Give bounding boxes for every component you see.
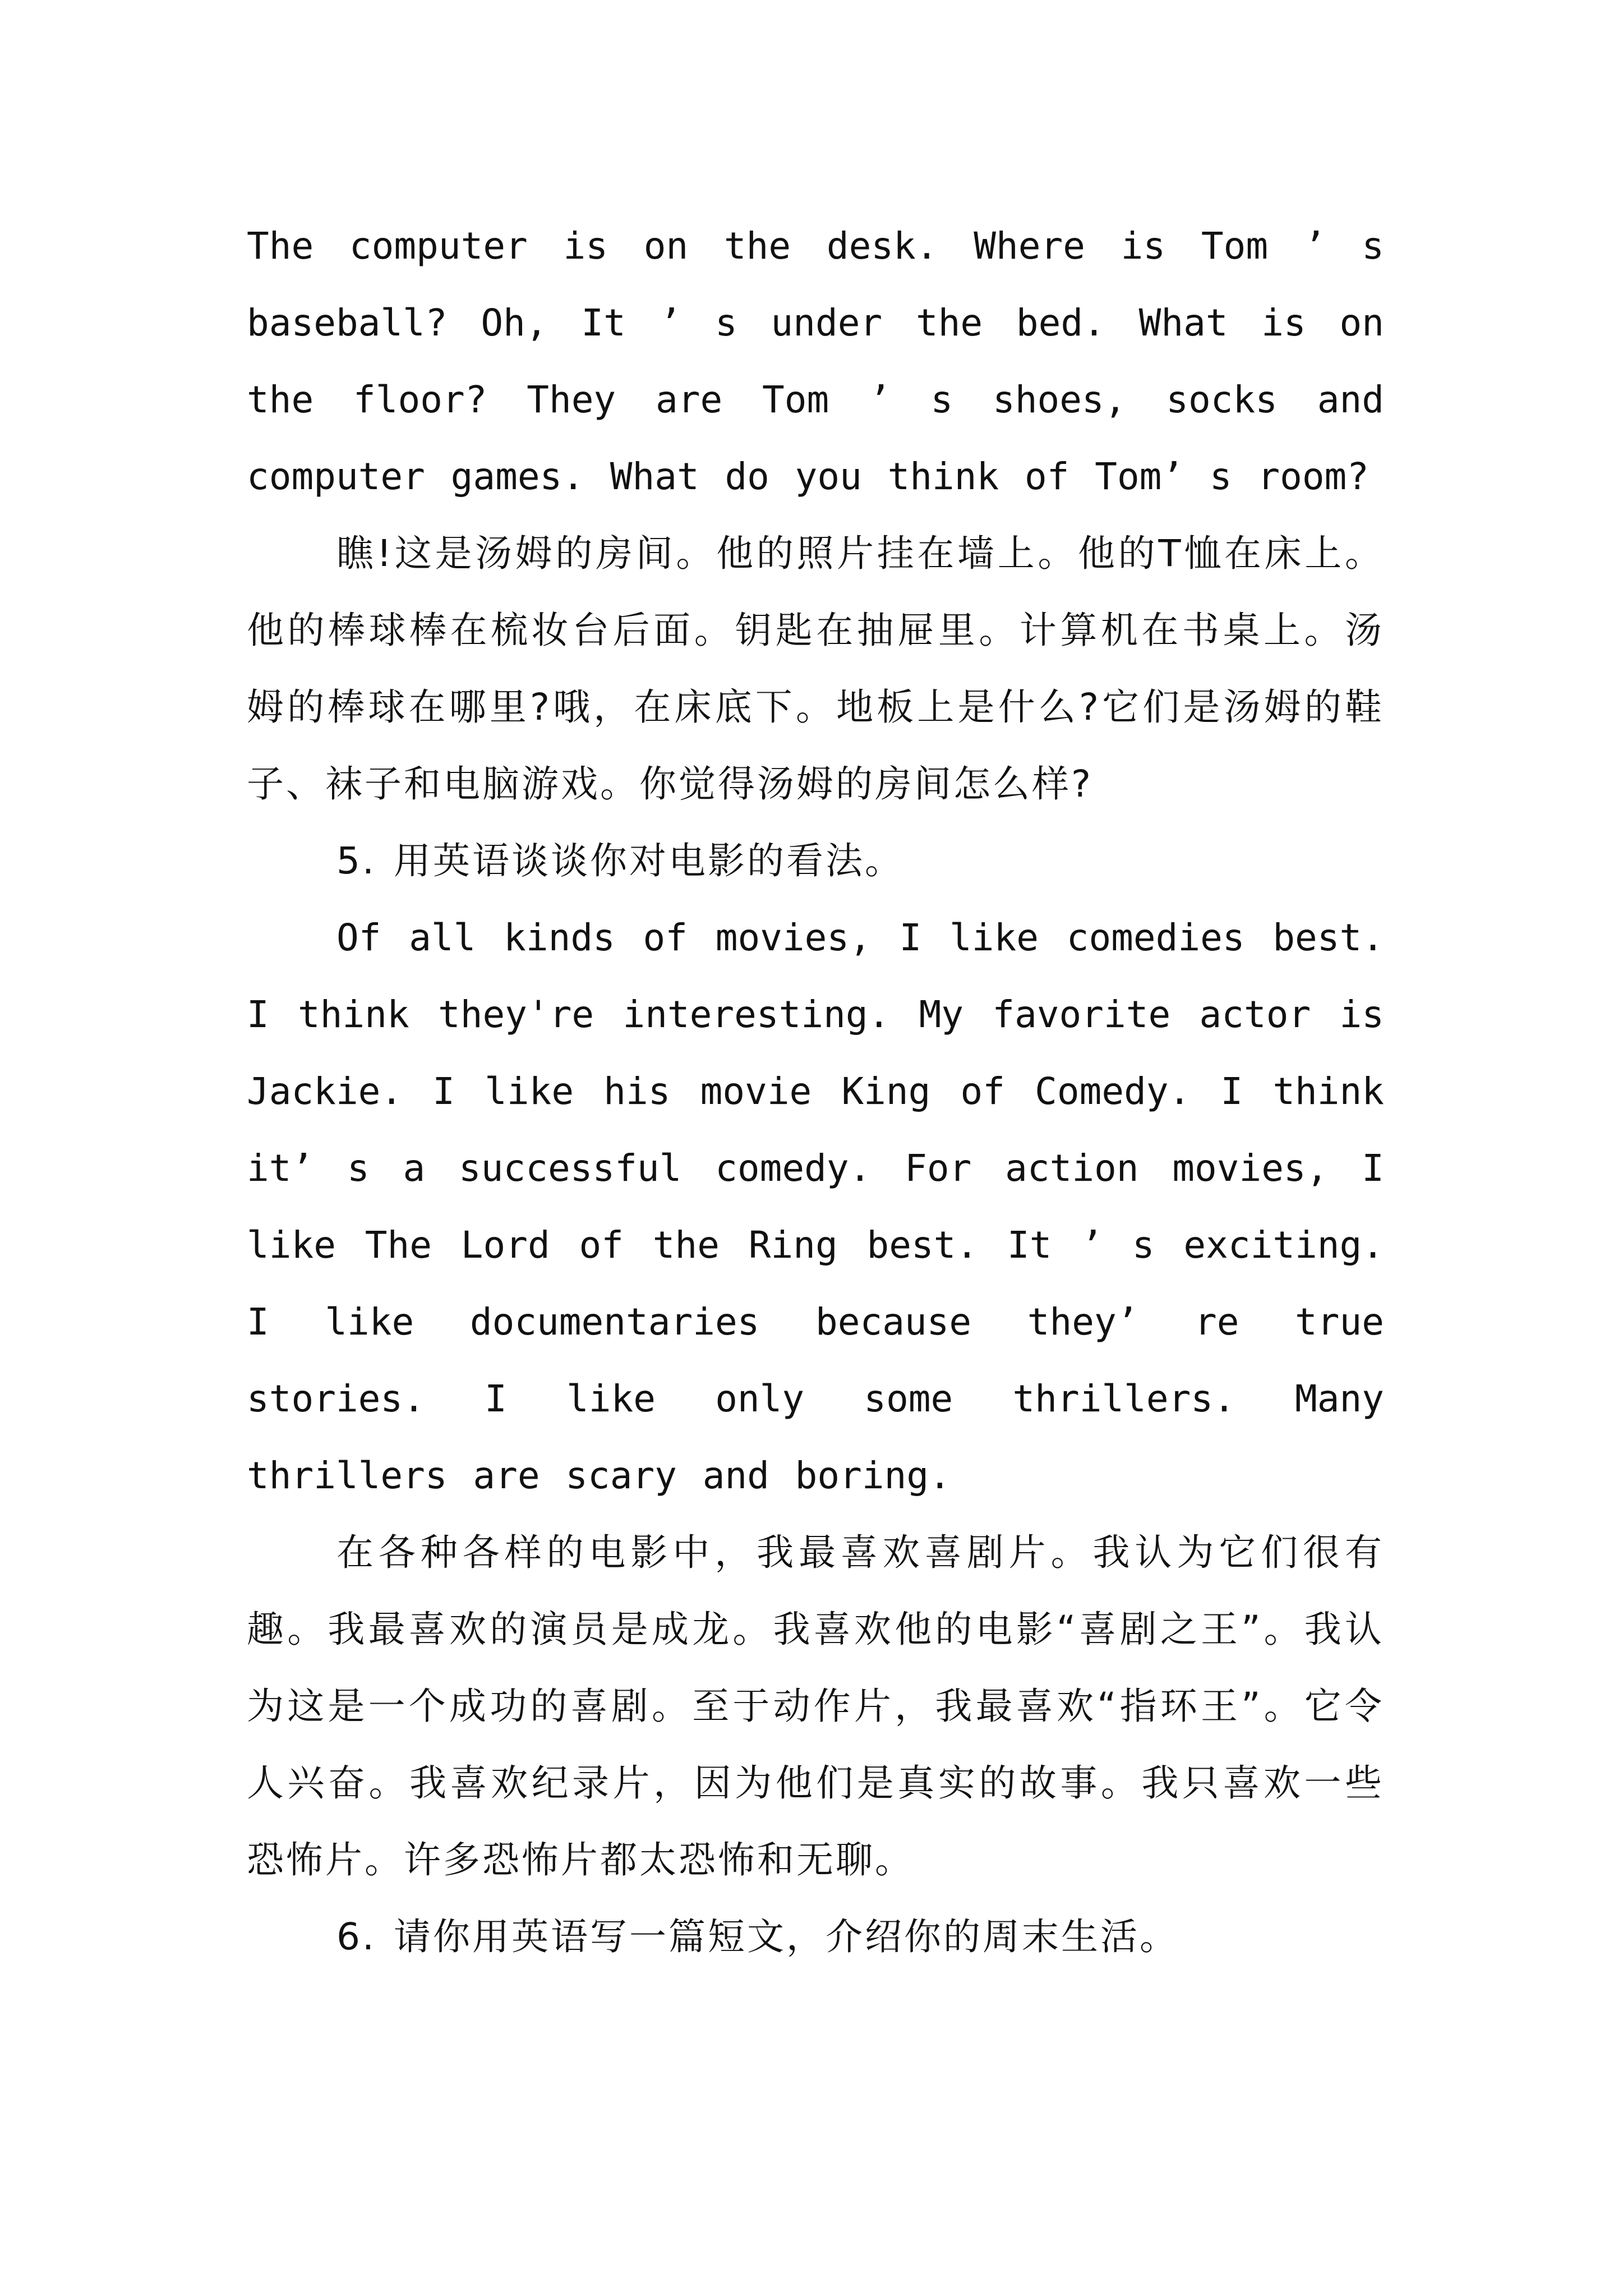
document-body xyxy=(247,208,1384,1975)
paragraph-chinese-toms-room: 瞧!这是汤姆的房间。他的照片挂在墙上。他的T恤在床上。他的棒球棒在梳妆台后面。钥匙在抽屉里。计算机在书桌上。汤姆的棒球在哪里?哦，在床底下。地板上是什么?它们是汤姆的鞋子、袜子和电脑游戏。你觉得汤姆的房间怎么样? xyxy=(247,532,1384,806)
exercise-heading-5: 5. 用英语谈谈你对电影的看法。 xyxy=(336,839,904,882)
paragraph-english-toms-room: The computer is on the desk. Where is Tom ’ s baseball? Oh, It ’ s under the bed. What is on the floor? They are Tom ’ s shoes, socks and computer games. What do you think of Tom’ s room? xyxy=(247,224,1384,498)
paragraph-english-movies: Of all kinds of movies, I like comedies best. I think they're interesting. My favorite actor is Jackie. I like his movie King of Comedy. I think it’ s a successful comedy. For action movies, I like The Lord of the Ring best. It ’ s exciting. I like documentaries because they’ re true stories. I like only some thrillers. Many thrillers are scary and boring. xyxy=(247,916,1384,1497)
paragraph-chinese-movies: 在各种各样的电影中，我最喜欢喜剧片。我认为它们很有趣。我最喜欢的演员是成龙。我喜欢他的电影“喜剧之王”。我认为这是一个成功的喜剧。至于动作片，我最喜欢“指环王”。它令人兴奋。我喜欢纪录片，因为他们是真实的故事。我只喜欢一些恐怖片。许多恐怖片都太恐怖和无聊。 xyxy=(247,1531,1384,1881)
exercise-heading-6: 6. 请你用英语写一篇短文，介绍你的周末生活。 xyxy=(336,1915,1179,1958)
